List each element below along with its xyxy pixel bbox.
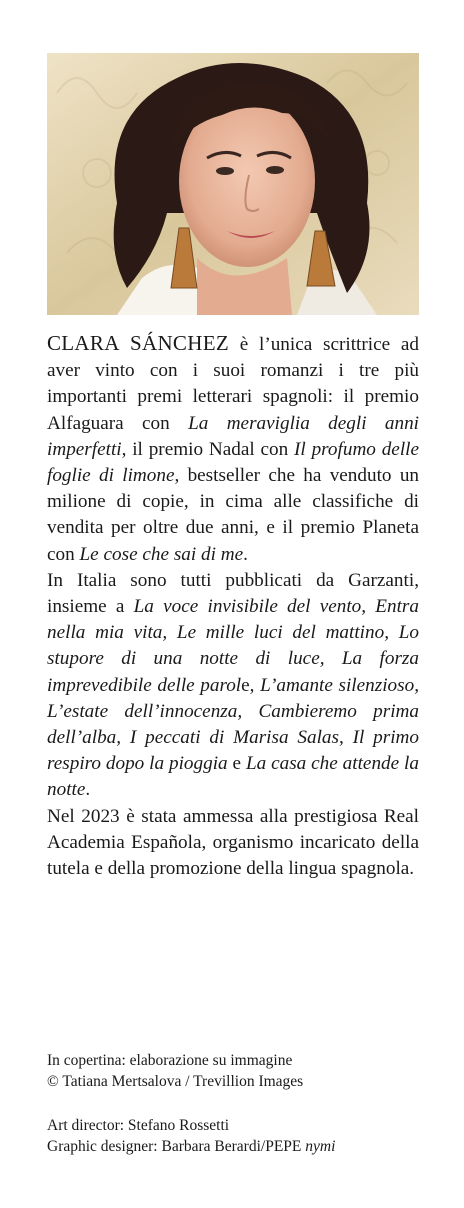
book-titles: L’amante silenzioso, L’estate dell’innocenza, Cambieremo prima dell’alba, I peccati di Marisa Salas, Il primo respiro dopo la pioggia: [47, 674, 419, 775]
studio-name: nymi: [305, 1138, 336, 1155]
art-director-credit: Art director: Stefano Rossetti: [47, 1117, 230, 1134]
book-title: La meraviglia degli anni imperfetti: [47, 412, 419, 460]
cover-credit-line-1: In copertina: elaborazione su immagine: [47, 1052, 293, 1069]
bio-text: In Italia sono tutti pubblicati da Garzanti, insieme a: [47, 569, 419, 618]
cover-credits: [47, 1050, 427, 1092]
book-title: Il profumo delle foglie di limone: [47, 438, 419, 487]
bio-paragraph-3: Nel 2023 è stata ammessa alla prestigiosa Real Academia Española, organismo incaricato della tutela e della promozione della lingua spagnola.: [47, 805, 419, 880]
bio-paragraph-2: [47, 568, 419, 804]
bio-text: .: [85, 779, 91, 801]
graphic-designer-text: Graphic designer: Barbara Berardi/PEPE: [47, 1138, 306, 1155]
bio-text: è l’unica scrittrice ad aver vinto con i suoi romanzi i tre più importanti premi letterari spagnoli: il premio Alfaguara con: [47, 334, 419, 434]
author-portrait-image: [47, 53, 419, 315]
book-title: La casa che attende la notte: [47, 753, 419, 801]
cover-credit-line-2: © Tatiana Mertsalova / Trevillion Images: [47, 1073, 304, 1090]
bio-paragraph-1: [47, 330, 419, 568]
bio-text: , bestseller che ha venduto un milione di copie, in cima alle classifiche di vendita per oltre due anni, e il premio Planeta con: [47, 465, 420, 565]
graphic-designer-credit: [47, 1136, 427, 1157]
author-name: CLARA SÁNCHEZ: [47, 331, 229, 355]
bio-text: .: [243, 543, 248, 565]
design-credits: [47, 1115, 427, 1157]
author-photo: [47, 53, 419, 315]
bio-text: , il premio Nadal con: [121, 438, 295, 460]
book-title: Le cose che sai di me: [79, 543, 244, 565]
bio-text: e,: [241, 674, 261, 696]
bio-text: e: [227, 753, 246, 775]
book-titles: La voce invisibile del vento, Entra nella mia vita, Le mille luci del mattino, Lo stupore di una notte di luce, La forza imprevedibile delle parol: [47, 596, 419, 696]
author-biography: [47, 330, 419, 882]
